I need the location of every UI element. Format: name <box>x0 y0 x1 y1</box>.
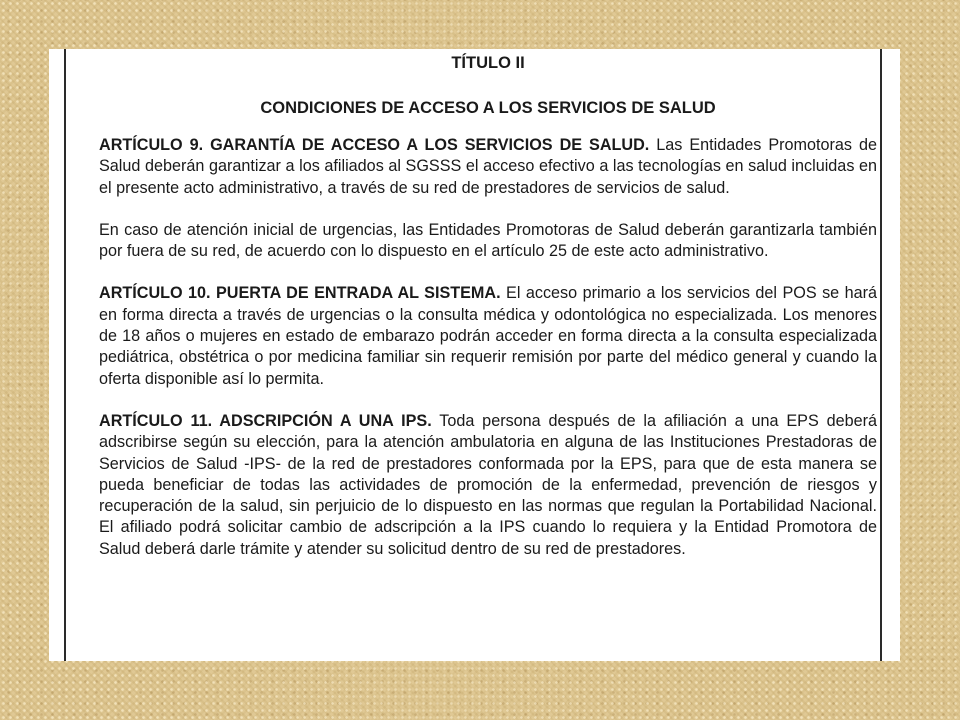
article-11-text: Toda persona después de la afiliación a una EPS deberá adscribirse según su elección, para la atención ambulatoria en alguna de las Instituciones Prestadoras de Servicios de Salud -IPS- de la red de prestadores conformada por la EPS, para que de esta manera se pueda beneficiar de todas las actividades de promoción de la enfermedad, prevención de riesgos y recuperación de la salud, sin perjuicio de lo dispuesto en las normas que regulan la Portabilidad Nacional. El afiliado podrá solicitar cambio de adscripción a la IPS cuando lo requiera y la Entidad Promotora de Salud deberá darle trámite y atender su solicitud dentro de su red de prestadores. <box>99 411 877 558</box>
article-9-text: Las Entidades Promotoras de Salud deberán garantizar a los afiliados al SGSSS el acceso efectivo a las tecnologías en salud incluidas en el presente acto administrativo, a través de su red de prestadores de servicios de salud. <box>99 136 877 197</box>
scanned-document-page <box>49 49 900 661</box>
left-margin-rule <box>64 49 66 661</box>
article-9-heading: ARTÍCULO 9. GARANTÍA DE ACCESO A LOS SERVICIOS DE SALUD. <box>99 136 650 154</box>
document-subtitle: CONDICIONES DE ACCESO A LOS SERVICIOS DE SALUD <box>260 99 716 117</box>
article-11 <box>99 411 877 560</box>
article-9-paragraph-2: En caso de atención inicial de urgencias, las Entidades Promotoras de Salud deberán garantizarla también por fuera de su red, de acuerdo con lo dispuesto en el artículo 25 de este acto administrativo. <box>99 220 877 261</box>
right-margin-rule <box>880 49 882 661</box>
article-10-text: El acceso primario a los servicios del POS se hará en forma directa a través de urgencias o la consulta médica y odontológica no especializada. Los menores de 18 años o mujeres en estado de embarazo podrán acceder en forma directa a la consulta especializada pediátrica, obstétrica o por medicina familiar sin requerir remisión por parte del médico general y cuando la oferta disponible así lo permita. <box>99 284 877 388</box>
article-10-heading: ARTÍCULO 10. PUERTA DE ENTRADA AL SISTEMA. <box>99 284 501 303</box>
document-title: TÍTULO II <box>451 54 525 72</box>
article-9 <box>99 135 877 199</box>
document-body <box>99 53 877 560</box>
article-11-heading: ARTÍCULO 11. ADSCRIPCIÓN A UNA IPS. <box>99 411 432 430</box>
article-10 <box>99 283 877 389</box>
